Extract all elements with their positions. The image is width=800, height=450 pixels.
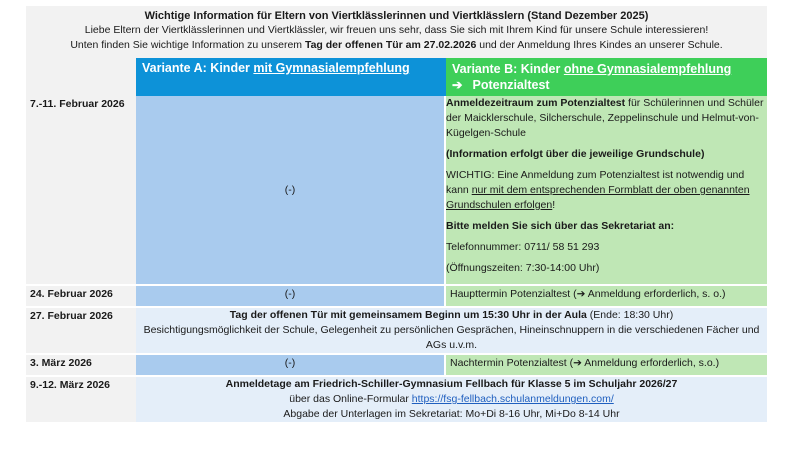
variant-a-cell: (-) <box>136 353 446 375</box>
schedule-table <box>26 58 767 422</box>
variant-b-cell <box>446 96 767 284</box>
registration-days-title: Anmeldetage am Friedrich-Schiller-Gymnasium Fellbach für Klasse 5 im Schuljahr 2026/27 <box>225 378 678 390</box>
open-day-details: Besichtigungsmöglichkeit der Schule, Gelegenheit zu persönlichen Gesprächen, Hineinschnuppern in die verschiedenen Fächer und AGs u.v.m. <box>143 324 760 351</box>
online-form-line <box>136 392 767 407</box>
registration-days-cell <box>136 375 767 422</box>
opening-hours: (Öffnungszeiten: 7:30-14:00 Uhr) <box>446 262 600 274</box>
variant-b-prefix: Variante B: Kinder <box>452 62 564 76</box>
column-header-row <box>26 58 767 96</box>
important-note <box>446 168 767 213</box>
variant-a-header <box>136 58 446 96</box>
variant-b-underlined: ohne Gymnasialempfehlung <box>563 62 732 76</box>
phone-number: Telefonnummer: 0711/ 58 51 293 <box>446 241 600 253</box>
info-note: (Information erfolgt über die jeweilige Grundschule) <box>446 148 705 160</box>
important-pre: WICHTIG: Eine Anmeldung zum Potenzialtest ist notwendig und kann <box>446 169 745 196</box>
registration-period-rest: für Schülerinnen und Schüler der Maicklerschule, Silcherschule, Zeppelinschule und Helmut-von-Kügelgen-Schule <box>446 97 764 139</box>
important-post: ! <box>552 199 556 211</box>
registration-period <box>446 96 767 141</box>
open-day-cell <box>136 306 767 353</box>
corner-cell <box>26 58 136 96</box>
open-day-line <box>136 308 767 323</box>
variant-a-underlined: mit Gymnasialempfehlung <box>253 61 410 75</box>
important-underlined-1: nur mit dem entsprechenden Formblatt der oben genannten <box>471 184 750 196</box>
variant-b-sub: Potenzialtest <box>472 78 550 92</box>
header-intro-bold: Tag der offenen Tür am 27.02.2026 <box>304 39 477 51</box>
variant-a-cell: (-) <box>136 96 446 284</box>
contact-heading: Bitte melden Sie sich über das Sekretariat an: <box>446 220 675 232</box>
info-header <box>26 6 767 58</box>
row-date: 3. März 2026 <box>26 353 136 375</box>
online-form-link[interactable]: https://fsg-fellbach.schulanmeldungen.com/ <box>411 393 614 405</box>
header-intro <box>26 38 767 53</box>
row-date: 9.-12. März 2026 <box>26 375 136 422</box>
variant-a-prefix: Variante A: Kinder <box>142 61 254 75</box>
table-row <box>26 306 767 353</box>
row-date: 7.-11. Februar 2026 <box>26 96 136 284</box>
registration-period-bold: Anmeldezeitraum zum Potenzialtest <box>446 97 626 109</box>
office-hours: Abgabe der Unterlagen im Sekretariat: Mo+Di 8-16 Uhr, Mi+Do 8-14 Uhr <box>283 408 620 420</box>
table-row <box>26 375 767 422</box>
header-greeting: Liebe Eltern der Viertklässlerinnen und Viertklässler, wir freuen uns sehr, dass Sie sich mit Ihrem Kind für unsere Schule interessieren! <box>84 24 709 36</box>
variant-b-cell: Nachtermin Potenzialtest (➔ Anmeldung erforderlich, s.o.) <box>446 353 767 375</box>
table-row <box>26 96 767 284</box>
table-row <box>26 353 767 375</box>
variant-b-header <box>446 58 767 96</box>
variant-a-cell: (-) <box>136 284 446 306</box>
header-intro-post: und der Anmeldung Ihres Kindes an unserer Schule. <box>476 39 723 51</box>
variant-b-cell: Haupttermin Potenzialtest (➔ Anmeldung erforderlich, s. o.) <box>446 284 767 306</box>
open-day-end: (Ende: 18:30 Uhr) <box>586 309 674 321</box>
table-row <box>26 284 767 306</box>
row-date: 27. Februar 2026 <box>26 306 136 353</box>
header-intro-pre: Unten finden Sie wichtige Information zu unserem <box>70 39 305 51</box>
open-day-bold: Tag der offenen Tür mit gemeinsamem Beginn um 15:30 Uhr in der Aula <box>229 309 587 321</box>
arrow-icon: ➔ <box>452 78 463 92</box>
online-form-pre: über das Online-Formular <box>289 393 412 405</box>
row-date: 24. Februar 2026 <box>26 284 136 306</box>
important-underlined-2: Grundschulen erfolgen <box>446 199 553 211</box>
header-title: Wichtige Information für Eltern von Viertklässlerinnen und Viertklässlern (Stand Dezember 2025) <box>144 10 649 22</box>
